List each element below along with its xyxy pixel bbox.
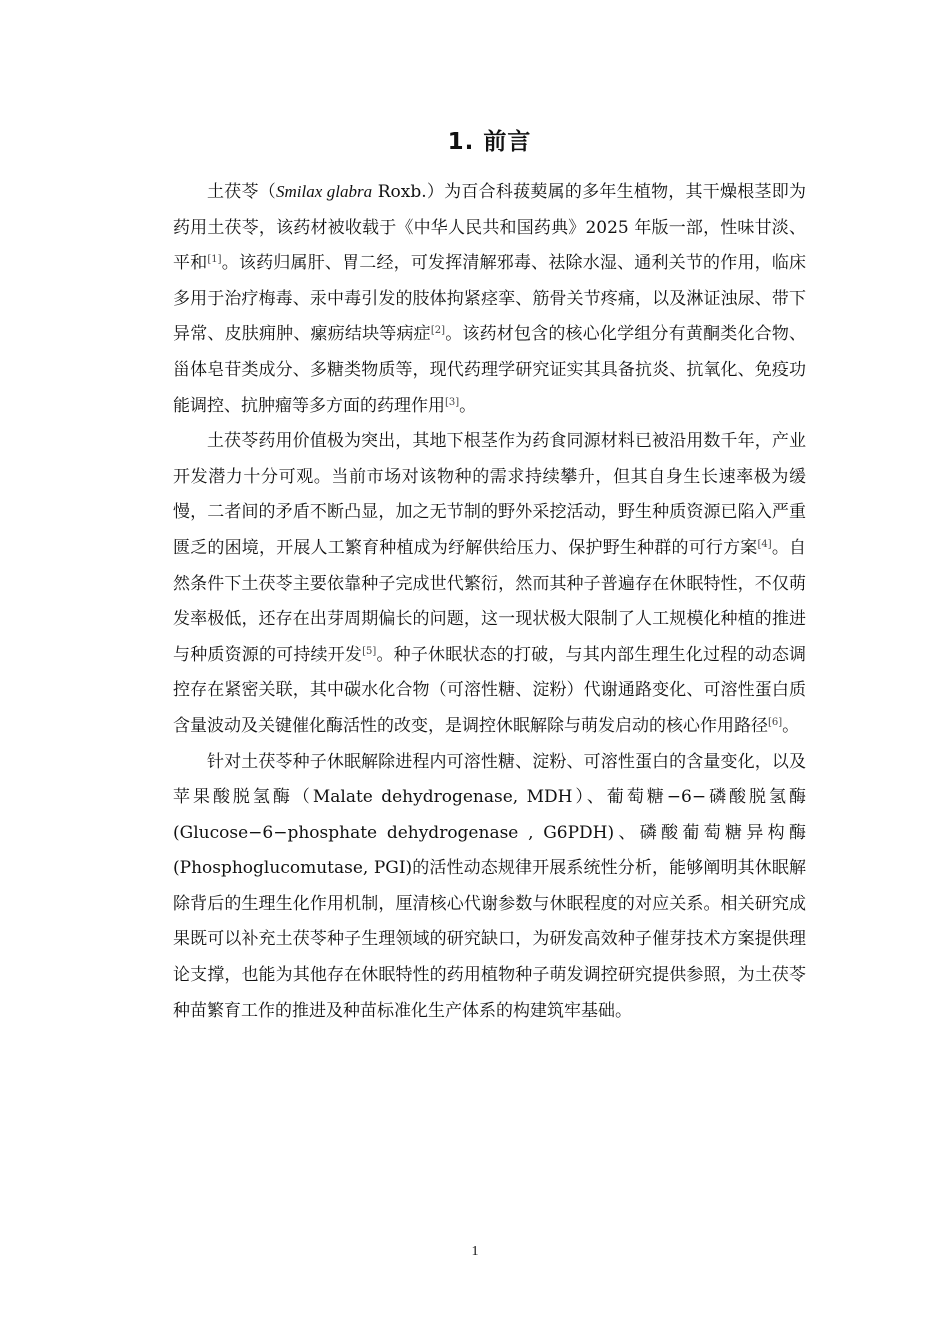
species-name: Smilax glabra [275,182,373,201]
paragraph-1-text-c: 。该药归属肝、胃二经，可发挥清解邪毒、祛除水湿、通利关节的作用，临床多用于治疗梅毒、汞中毒引发的肢体拘紧痉挛、筋骨关节疼痛，以及淋证浊尿、带下异常、皮肤痈肿、瘰疬结块等病症 [173,253,807,345]
citation-3[interactable]: [3] [445,396,460,408]
document-page [173,122,806,1029]
paragraph-3: 针对土茯苓种子休眠解除进程内可溶性糖、淀粉、可溶性蛋白的含量变化，以及苹果酸脱氢酶（Malate dehydrogenase, MDH）、葡萄糖−6−磷酸脱氢酶(Glucose−6−phosphate dehydrogenase , G6PDH)、磷酸葡萄糖异构酶(Phosphoglucomutase, PGI)的活性动态规律开展系统性分析，能够阐明其休眠解除背后的生理生化作用机制，厘清核心代谢参数与休眠程度的对应关系。相关研究成果既可以补充土茯苓种子生理领域的研究缺口，为研发高效种子催芽技术方案提供理论支撑，也能为其他存在休眠特性的药用植物种子萌发调控研究提供参照，为土茯苓种苗繁育工作的推进及种苗标准化生产体系的构建筑牢基础。 [173,751,806,1021]
paragraph-2-text-b: 。自然条件下土茯苓主要依靠种子完成世代繁衍，然而其种子普遍存在休眠特性，不仅萌发率极低，还存在出芽周期偏长的问题，这一现状极大限制了人工规模化种植的推进与种质资源的可持续开发 [173,537,807,665]
citation-2[interactable]: [2] [430,325,446,337]
paragraph-1-text-e: 。 [459,395,477,416]
paragraph-1-text-a: 土茯苓（ [207,182,276,202]
paragraph-2 [173,424,806,744]
paragraph-2-text-c: 。种子休眠状态的打破，与其内部生理生化过程的动态调控存在紧密关联，其中碳水化合物（可溶性糖、淀粉）代谢通路变化、可溶性蛋白质含量波动及关键催化酶活性的改变，是调控休眠解除与萌发启动的核心作用路径 [173,644,807,736]
citation-5[interactable]: [5] [362,645,377,657]
citation-6[interactable]: [6] [768,716,783,728]
citation-4[interactable]: [4] [757,538,772,550]
paragraph-1 [173,174,806,424]
paragraph-1-text-d: 。该药材包含的核心化学组分有黄酮类化合物、甾体皂苷类成分、多糖类物质等，现代药理学研究证实其具备抗炎、抗氧化、免疫功能调控、抗肿瘤等多方面的药理作用 [173,324,807,416]
paragraph-2-text-a: 土茯苓药用价值极为突出，其地下根茎作为药食同源材料已被沿用数千年，产业开发潜力十分可观。当前市场对该物种的需求持续攀升，但其自身生长速率极为缓慢，二者间的矛盾不断凸显，加之无节制的野外采挖活动，野生种质资源已陷入严重匮乏的困境，开展人工繁育种植成为纾解供给压力、保护野生种群的可行方案 [173,431,806,558]
citation-1[interactable]: [1] [207,254,222,266]
section-heading: 1. 前言 [447,129,532,155]
paragraph-2-text-d: 。 [782,715,800,736]
page-number: 1 [471,1244,479,1259]
paragraph-1-text-b: Roxb.）为百合科菝葜属的多年生植物，其干燥根茎即为药用土茯苓，该药材被收载于《中华人民共和国药典》2025 年版一部，性味甘淡、平和 [173,182,807,274]
